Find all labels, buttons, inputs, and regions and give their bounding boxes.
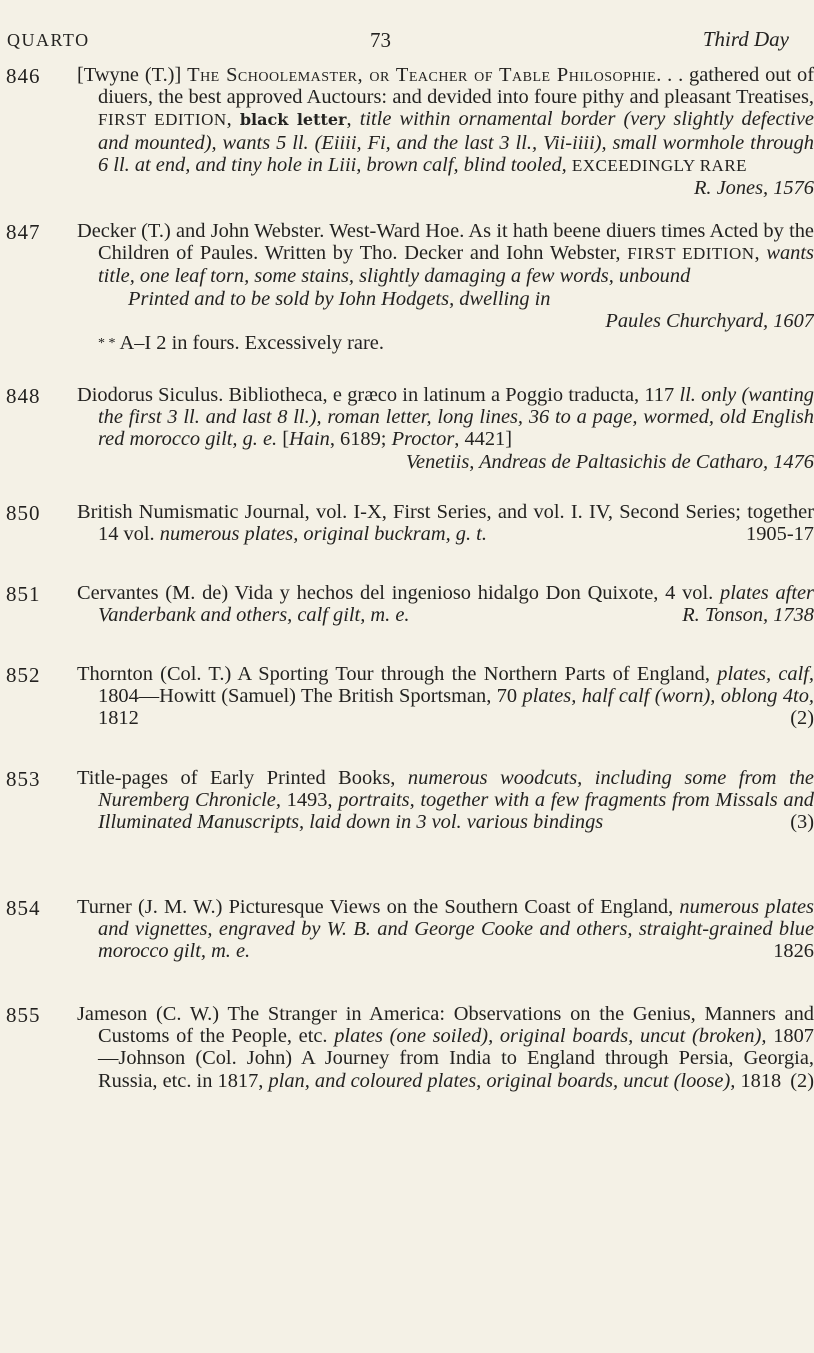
condition-note: plates after Vanderbank and others, calf gilt, m. e.: [98, 582, 814, 627]
lot-description: [Twyne (T.)] The Schoolemaster, or Teacher of Table Philosophie. . . gathered out of diuers, the best approved Auctours: and devided into foure pithy and pleasant Treatises, FIRST EDITION, black letter, title within ornamental border (very slightly defective and mounted), wants 5 ll. (Eiiii, Fi, and the last 3 ll., Vii-iiii), small wormhole through 6 ll. at end, and tiny hole in Liii, brown calf, blind tooled, EXCEEDINGLY RARE R. Jones, 1576: [77, 64, 814, 200]
lot-number: 847: [6, 220, 41, 244]
lot-number: 851: [6, 582, 41, 606]
lot-number: 848: [6, 384, 41, 408]
condition-note: numerous plates and vignettes, engraved by W. B. and George Cooke and others, straight-grained blue morocco gilt, m. e.: [98, 896, 814, 963]
lot-number: 854: [6, 896, 41, 920]
lot-description: Jameson (C. W.) The Stranger in America: Observations on the Genius, Manners and Customs of the People, etc. plates (one soiled), original boards, uncut (broken), 1807—Johnson (Col. John) A Journey from India to England through Persia, Georgia, Russia, etc. in 1817, plan, and coloured plates, original boards, uncut (loose), 1818 (2): [77, 1003, 814, 1092]
rarity-note: EXCEEDINGLY RARE: [571, 155, 748, 175]
condition-note: wants title, one leaf torn, some stains, slightly damaging a few words, unbound: [98, 242, 814, 288]
imprint: R. Tonson, 1738: [682, 604, 814, 627]
date: 1905-17: [746, 523, 814, 546]
lot-description: British Numismatic Journal, vol. I-X, First Series, and vol. I. IV, Second Series; together 14 vol. numerous plates, original buckram, g. t. 1905-17: [77, 501, 814, 546]
asterisks: * *: [98, 336, 116, 352]
lot-number: 846: [6, 64, 41, 88]
volume-count: (2): [790, 707, 814, 730]
volume-count: (2): [790, 1069, 814, 1092]
condition-note: title within ornamental border (very slightly defective and mounted), wants 5 ll. (Eiiii, Fi, and the last 3 ll., Vii-iiii), small wormhole through 6 ll. at end, and tiny hole in Liii, brown calf, blind tooled,: [98, 108, 814, 176]
imprint: Venetiis, Andreas de Paltasichis de Catharo, 1476: [405, 450, 814, 473]
condition-note: ll. only (wanting the first 3 ll. and last 8 ll.), roman letter, long lines, 36 to a page, wormed, old English red morocco gilt, g. e.: [98, 384, 814, 451]
edition-note: FIRST EDITION: [98, 110, 227, 130]
lot-number: 850: [6, 501, 41, 525]
lot-number: 852: [6, 663, 41, 687]
lot-number: 855: [6, 1003, 41, 1027]
book-title: The Schoolemaster, or Teacher of Table Philosophie: [187, 64, 657, 86]
date: 1826: [773, 940, 814, 963]
page-number: 73: [370, 28, 391, 52]
lot-description: Title-pages of Early Printed Books, numerous woodcuts, including some from the Nuremberg Chronicle, 1493, portraits, together with a few fragments from Missals and Illuminated Manuscripts, laid down in 3 vol. various bindings (3): [77, 767, 814, 834]
collation-note: * * A–I 2 in fours. Excessively rare.: [98, 332, 384, 355]
condition-note: plan, and coloured plates, original boards, uncut (loose),: [268, 1069, 736, 1092]
sale-day: Third Day: [702, 27, 789, 51]
lot-number: 853: [6, 767, 41, 791]
condition-note: plates, half calf (worn), oblong 4to,: [522, 685, 814, 708]
condition-note: numerous plates, original buckram, g. t.: [159, 523, 487, 546]
condition-note: portraits, together with a few fragments from Missals and Illuminated Manuscripts, laid down in 3 vol. various bindings: [98, 789, 814, 834]
edition-note: FIRST EDITION: [627, 244, 755, 264]
lot-description: Thornton (Col. T.) A Sporting Tour through the Northern Parts of England, plates, calf, 1804—Howitt (Samuel) The British Sportsman, 70 plates, half calf (worn), oblong 4to, 1812 (2): [77, 663, 814, 730]
lot-description: Turner (J. M. W.) Picturesque Views on the Southern Coast of England, numerous plates and vignettes, engraved by W. B. and George Cooke and others, straight-grained blue morocco gilt, m. e. 1826: [77, 896, 814, 963]
imprint: R. Jones, 1576: [693, 177, 814, 200]
section-title: QUARTO: [7, 30, 90, 50]
lot-description: Cervantes (M. de) Vida y hechos del ingenioso hidalgo Don Quixote, 4 vol. plates after Vanderbank and others, calf gilt, m. e. R. Tonson, 1738: [77, 582, 814, 627]
lot-description: Decker (T.) and John Webster. West-Ward Hoe. As it hath beene diuers times Acted by the Children of Paules. Written by Tho. Decker and Iohn Webster, FIRST EDITION, wants title, one leaf torn, some stains, slightly damaging a few words, unbound Printed and to be sold by Iohn Hodgets, dwelling in Paules Churchyard, 1607 * * A–I 2 in fours. Excessively rare.: [77, 220, 814, 355]
volume-count: (3): [790, 811, 814, 834]
imprint-line: Printed and to be sold by Iohn Hodgets, dwelling in: [128, 287, 551, 310]
imprint-place: Paules Churchyard, 1607: [605, 309, 814, 332]
page-header: [0, 0, 801, 60]
lot-description: Diodorus Siculus. Bibliotheca, e græco in latinum a Poggio traducta, 117 ll. only (wanting the first 3 ll. and last 8 ll.), roman letter, long lines, 36 to a page, wormed, old English red morocco gilt, g. e. [Hain, 6189; Proctor, 4421] Venetiis, Andreas de Paltasichis de Catharo, 1476: [77, 384, 814, 473]
letter-type: black letter: [239, 110, 347, 130]
